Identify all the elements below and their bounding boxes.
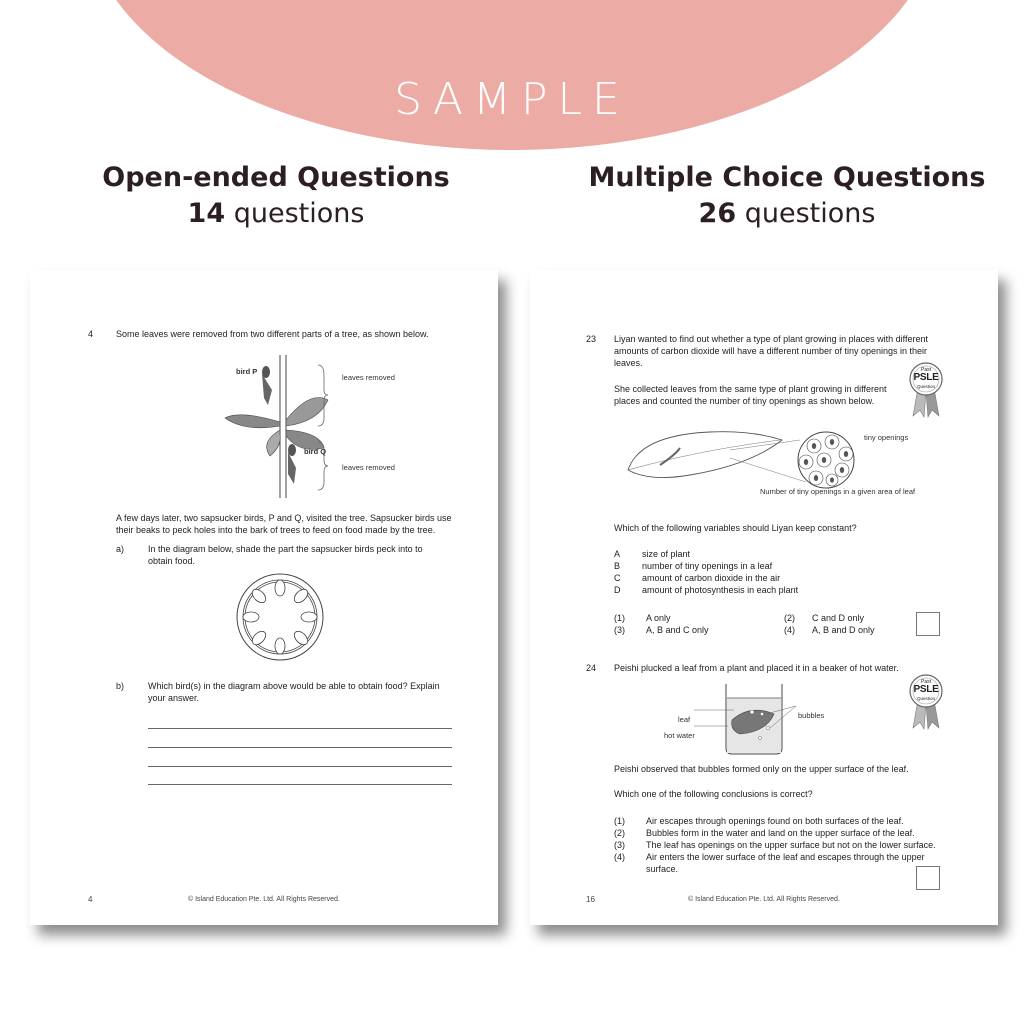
right-footer-copyright: © Island Education Pte. Ltd. All Rights Reserved. xyxy=(688,896,840,903)
q23-choice-1-text: A only xyxy=(646,613,671,623)
label-hot-water: hot water xyxy=(664,731,695,740)
left-count-suffix: questions xyxy=(225,198,365,229)
q23-option-c-letter: C xyxy=(614,573,621,583)
q23-choice-3-num: (3) xyxy=(614,625,625,635)
psle-badge-q23 xyxy=(908,362,944,418)
part-b-line-2: your answer. xyxy=(148,693,200,703)
q24-choice-1-num: (1) xyxy=(614,816,625,826)
right-heading xyxy=(560,160,1014,232)
q24-choice-2-num: (2) xyxy=(614,828,625,838)
q23-choice-2-text: C and D only xyxy=(812,613,865,623)
psle-badge-q24 xyxy=(908,674,944,730)
q24-number: 24 xyxy=(586,663,597,673)
badge-psle-text: PSLE xyxy=(913,372,939,383)
badge-past-text: Past xyxy=(920,679,931,685)
q23-option-d-text: amount of photosynthesis in each plant xyxy=(642,585,799,595)
part-a-label: a) xyxy=(116,544,125,554)
q24-choice-1-text: Air escapes through openings found on both surfaces of the leaf. xyxy=(646,816,904,826)
q23-answer-box[interactable] xyxy=(916,612,940,636)
part-b-line-1: Which bird(s) in the diagram above would be able to obtain food? Explain xyxy=(148,681,440,691)
q23-line-5: places and counted the number of tiny openings as shown below. xyxy=(614,396,875,406)
q23-option-c-text: amount of carbon dioxide in the air xyxy=(642,573,781,583)
q24-choice-3-num: (3) xyxy=(614,840,625,850)
label-bird-q: bird Q xyxy=(304,447,327,456)
q24-choice-3-text: The leaf has openings on the upper surface but not on the lower surface. xyxy=(646,840,936,850)
q4-number: 4 xyxy=(88,329,94,339)
left-heading-title: Open-ended Questions xyxy=(102,162,450,193)
part-b-label: b) xyxy=(116,681,125,691)
badge-past-text: Past xyxy=(920,367,931,373)
right-worksheet-page xyxy=(530,270,998,925)
label-bird-p: bird P xyxy=(236,367,258,376)
left-heading xyxy=(56,160,496,232)
q23-choice-1-num: (1) xyxy=(614,613,625,623)
left-worksheet-page xyxy=(30,270,498,925)
q23-choice-2-num: (2) xyxy=(784,613,795,623)
label-leaf: leaf xyxy=(678,715,691,724)
q24-question: Which one of the following conclusions is correct? xyxy=(614,789,813,799)
part-a-line-1: In the diagram below, shade the part the sapsucker birds peck into to xyxy=(148,544,423,554)
badge-psle-text: PSLE xyxy=(913,684,939,695)
q23-line-4: She collected leaves from the same type of plant growing in different xyxy=(614,384,887,394)
q23-number: 23 xyxy=(586,334,597,344)
label-bubbles: bubbles xyxy=(798,711,825,720)
part-a-line-2: obtain food. xyxy=(148,556,196,566)
q23-option-a-letter: A xyxy=(614,549,621,559)
q23-option-a-text: size of plant xyxy=(642,549,691,559)
q24-answer-box[interactable] xyxy=(916,866,940,890)
left-heading-count xyxy=(56,196,496,232)
q24-choice-4-text: Air enters the lower surface of the leaf and escapes through the upper xyxy=(646,852,925,862)
q23-choice-4-num: (4) xyxy=(784,625,795,635)
q24-choice-4-continuation: surface. xyxy=(646,864,679,874)
right-heading-title: Multiple Choice Questions xyxy=(588,162,986,193)
answer-line-1[interactable] xyxy=(148,728,452,729)
q4-text: Some leaves were removed from two different parts of a tree, as shown below. xyxy=(116,329,429,339)
stem-cross-section-diagram[interactable] xyxy=(235,572,325,662)
q23-choice-4-text: A, B and D only xyxy=(812,625,875,635)
intro-line-1: A few days later, two sapsucker birds, P and Q, visited the tree. Sapsucker birds use xyxy=(116,513,452,523)
right-footer-page-number: 16 xyxy=(586,895,595,904)
answer-line-4[interactable] xyxy=(148,784,452,785)
intro-line-2: their beaks to peck holes into the bark of trees to feed on food made by the tree. xyxy=(116,525,436,535)
right-count-suffix: questions xyxy=(736,198,876,229)
right-count-number: 26 xyxy=(698,198,737,229)
q23-option-b-text: number of tiny openings in a leaf xyxy=(642,561,773,571)
q23-line-1: Liyan wanted to find out whether a type of plant growing in places with different xyxy=(614,334,929,344)
label-leaves-removed-lower: leaves removed xyxy=(342,463,395,472)
q23-question: Which of the following variables should Liyan keep constant? xyxy=(614,523,857,533)
badge-question-text: Question xyxy=(916,696,935,701)
left-count-number: 14 xyxy=(187,198,226,229)
answer-line-3[interactable] xyxy=(148,766,452,767)
right-heading-count xyxy=(560,196,1014,232)
q23-option-b-letter: B xyxy=(614,561,621,571)
q23-option-d-letter: D xyxy=(614,585,621,595)
left-footer-page-number: 4 xyxy=(88,895,93,904)
answer-line-2[interactable] xyxy=(148,747,452,748)
label-leaves-removed-upper: leaves removed xyxy=(342,373,395,382)
left-footer-copyright: © Island Education Pte. Ltd. All Rights Reserved. xyxy=(188,896,340,903)
q23-line-3: leaves. xyxy=(614,358,643,368)
q23-choice-3-text: A, B and C only xyxy=(646,625,709,635)
q24-choice-4-num: (4) xyxy=(614,852,625,862)
q24-observation: Peishi observed that bubbles formed only on the upper surface of the leaf. xyxy=(614,764,909,774)
label-tiny-openings: tiny openings xyxy=(864,433,909,442)
banner-title: SAMPLE xyxy=(394,74,630,125)
q24-line-1: Peishi plucked a leaf from a plant and placed it in a beaker of hot water. xyxy=(614,663,899,673)
label-openings-caption: Number of tiny openings in a given area of leaf xyxy=(760,487,916,496)
q23-line-2: amounts of carbon dioxide will have a different number of tiny openings in their xyxy=(614,346,928,356)
badge-question-text: Question xyxy=(916,384,935,389)
q24-choice-2-text: Bubbles form in the water and land on the upper surface of the leaf. xyxy=(646,828,915,838)
